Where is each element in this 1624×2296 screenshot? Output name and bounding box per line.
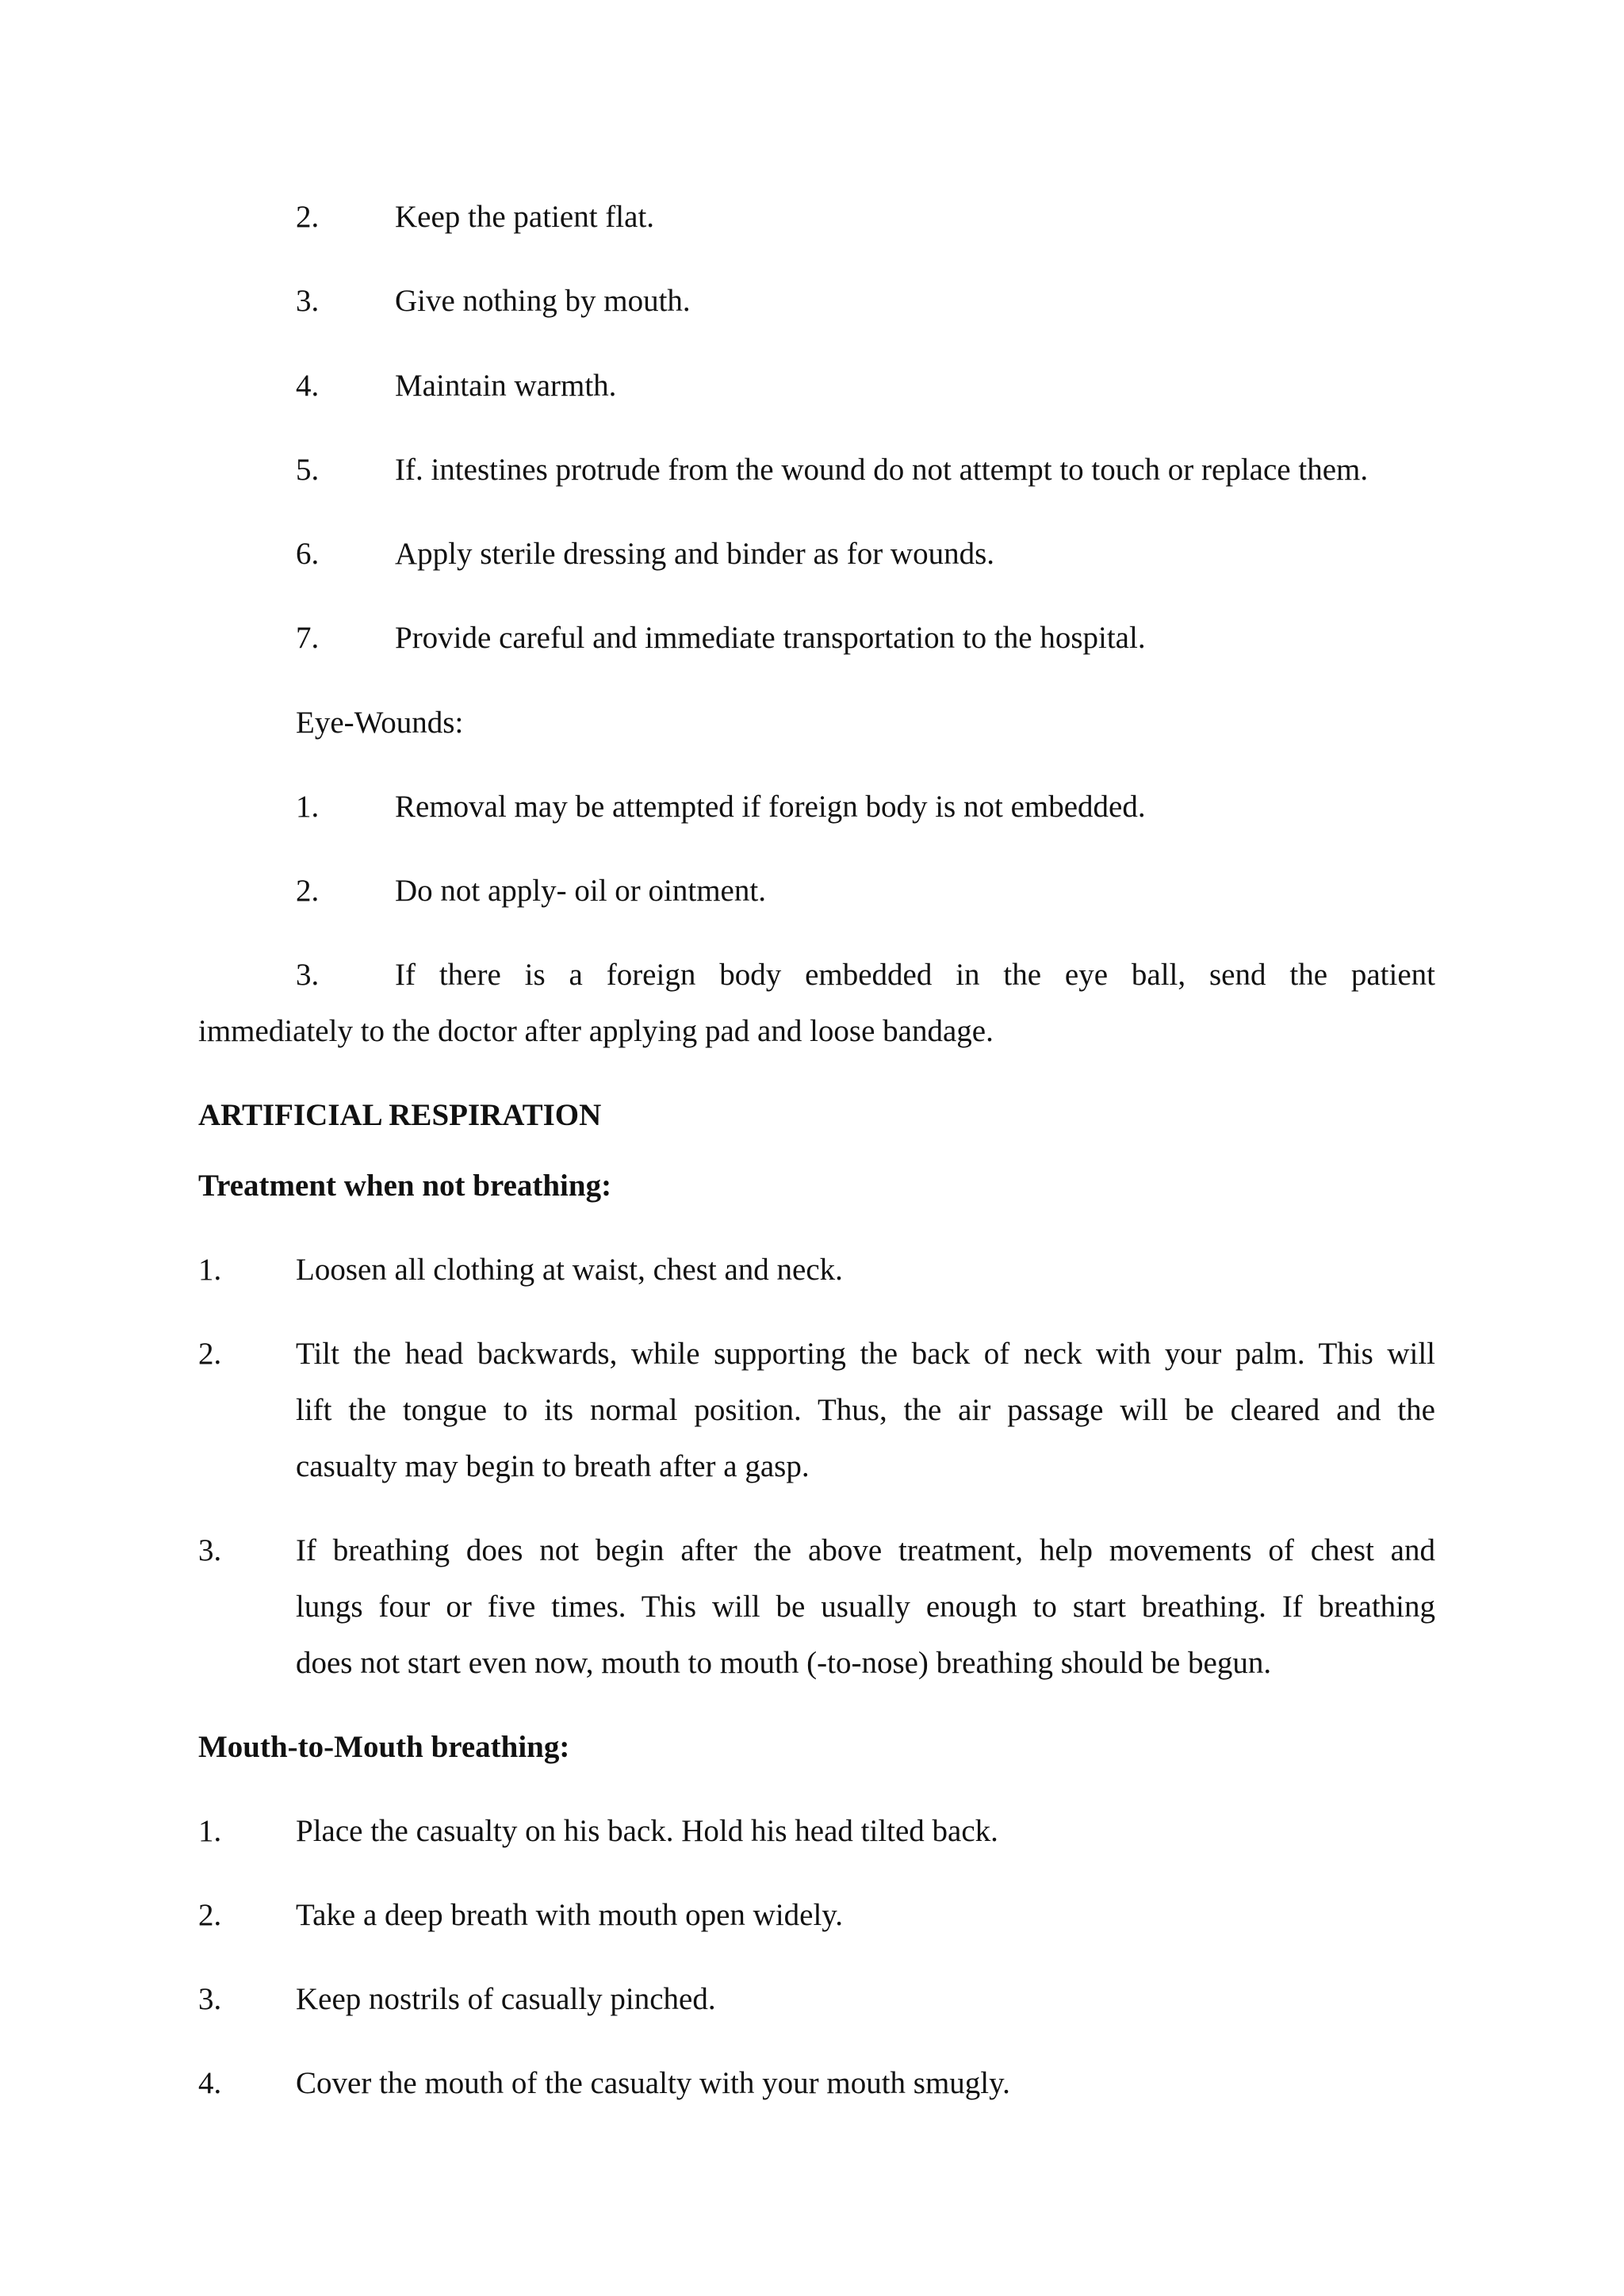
item-number: 7. xyxy=(296,621,320,655)
item-text: Provide careful and immediate transportation to the hospital. xyxy=(395,621,1146,655)
item-number: 1. xyxy=(198,1253,222,1287)
item-number: 1. xyxy=(296,790,320,824)
item-text: Keep the patient flat. xyxy=(395,200,655,234)
section-heading: ARTIFICIAL RESPIRATION xyxy=(198,1098,602,1132)
item-text-line: Loosen all clothing at waist, chest and neck. xyxy=(296,1253,843,1287)
item-text-line: Tilt the head backwards, while supporting the back of neck with your palm. This will xyxy=(296,1337,1435,1371)
item-number: 6. xyxy=(296,537,320,571)
item-text-line: lift the tongue to its normal position. Thus, the air passage will be cleared and the xyxy=(296,1393,1435,1427)
item-text-line: lungs four or five times. This will be usually enough to start breathing. If breathing xyxy=(296,1590,1435,1624)
item-text-line: If breathing does not begin after the above treatment, help movements of chest and xyxy=(296,1533,1435,1567)
item-text: Removal may be attempted if foreign body is not embedded. xyxy=(395,790,1146,824)
item-number: 3. xyxy=(296,958,320,992)
item-number: 2. xyxy=(296,200,320,234)
item-text-line: does not start even now, mouth to mouth (-to-nose) breathing should be begun. xyxy=(296,1646,1272,1680)
subsection-heading: Treatment when not breathing: xyxy=(198,1169,612,1203)
item-number: 1. xyxy=(198,1814,222,1848)
item-number: 3. xyxy=(198,1982,222,2016)
item-number: 3. xyxy=(296,284,320,318)
item-text-line: immediately to the doctor after applying pad and loose bandage. xyxy=(198,1014,994,1048)
item-text: Place the casualty on his back. Hold his head tilted back. xyxy=(296,1814,998,1848)
item-number: 4. xyxy=(198,2066,222,2100)
item-number: 2. xyxy=(296,874,320,908)
item-text: Maintain warmth. xyxy=(395,369,617,403)
subsection-heading: Mouth-to-Mouth breathing: xyxy=(198,1730,570,1764)
item-number: 5. xyxy=(296,453,320,487)
item-text: Cover the mouth of the casualty with your mouth smugly. xyxy=(296,2066,1010,2100)
item-number: 4. xyxy=(296,369,320,403)
item-number: 2. xyxy=(198,1898,222,1932)
item-text-line: casualty may begin to breath after a gasp. xyxy=(296,1449,810,1483)
item-text: Keep nostrils of casually pinched. xyxy=(296,1982,716,2016)
item-number: 2. xyxy=(198,1337,222,1371)
item-text: Take a deep breath with mouth open widely. xyxy=(296,1898,844,1932)
item-text: Apply sterile dressing and binder as for wounds. xyxy=(395,537,995,571)
item-text-line: If there is a foreign body embedded in the eye ball, send the patient xyxy=(395,958,1435,992)
eye-wounds-heading: Eye-Wounds: xyxy=(296,706,464,740)
item-number: 3. xyxy=(198,1533,222,1567)
item-text: Give nothing by mouth. xyxy=(395,284,691,318)
item-text: If. intestines protrude from the wound do not attempt to touch or replace them. xyxy=(395,453,1369,487)
item-text: Do not apply- oil or ointment. xyxy=(395,874,766,908)
